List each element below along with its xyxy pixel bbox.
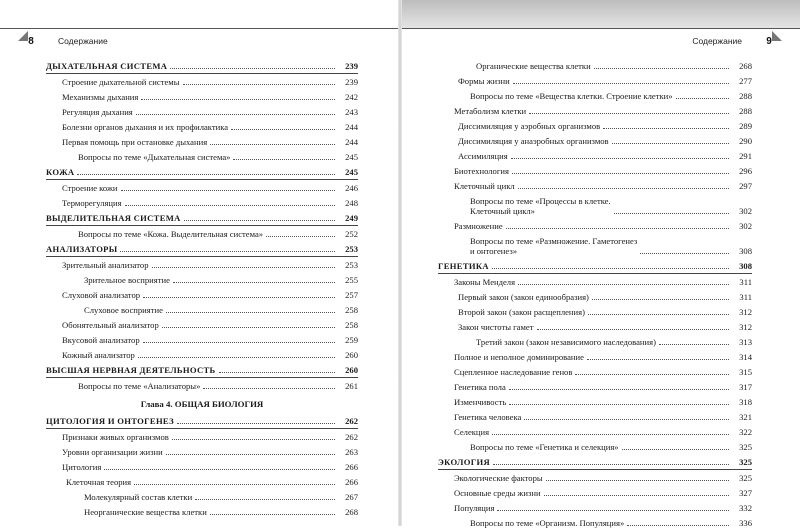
toc-leader-dots	[603, 127, 729, 129]
toc-entry-row	[438, 319, 752, 334]
toc-entry-title: ЦИТОЛОГИЯ И ОНТОГЕНЕЗ	[46, 416, 174, 426]
toc-page-number: 288	[739, 91, 752, 101]
toc-entry-title: Строение дыхательной системы	[62, 77, 180, 87]
toc-entry-title: КОЖА	[46, 167, 75, 177]
toc-entry-title: Основные среды жизни	[454, 488, 541, 498]
toc-entry-title: Сцепленное наследование генов	[454, 367, 573, 377]
toc-page-number: 244	[345, 122, 358, 132]
toc-entry-row	[438, 439, 752, 454]
toc-entry-row	[438, 364, 752, 379]
toc-entry-row	[46, 149, 358, 164]
toc-leader-dots	[492, 267, 729, 269]
toc-leader-dots	[588, 313, 729, 315]
left-toc	[46, 58, 358, 519]
toc-entry-row	[438, 470, 752, 485]
toc-entry-row	[46, 444, 358, 459]
toc-leader-dots	[152, 266, 335, 268]
toc-entry-title: Глава 4. ОБЩАЯ БИОЛОГИЯ	[140, 399, 264, 409]
toc-entry-title: Клеточная теория	[66, 477, 132, 487]
toc-entry-title-line: Вопросы по теме «Процессы в клетке.	[470, 196, 611, 206]
toc-entry-row	[46, 489, 358, 504]
toc-leader-dots	[509, 388, 729, 390]
toc-page-number: 332	[739, 503, 752, 513]
toc-entry-title: Обонятельный анализатор	[62, 320, 159, 330]
toc-leader-dots	[546, 479, 729, 481]
toc-entry-row	[438, 485, 752, 500]
toc-entry-row	[438, 148, 752, 163]
toc-page-number: 302	[739, 221, 752, 231]
toc-leader-dots	[640, 252, 729, 254]
toc-leader-dots	[183, 83, 335, 85]
toc-page-number: 268	[739, 61, 752, 71]
right-page-number	[758, 32, 780, 50]
toc-leader-dots	[143, 341, 335, 343]
toc-entry-title: Второй закон (закон расщепления)	[458, 307, 585, 317]
toc-entry-row	[438, 334, 752, 349]
toc-entry-title: Цитология	[62, 462, 102, 472]
toc-entry-title: Терморегуляция	[62, 198, 122, 208]
toc-entry-title	[470, 196, 611, 216]
toc-page-number: 245	[345, 167, 358, 177]
toc-entry-title: Изменчивость	[454, 397, 507, 407]
toc-page-number: 312	[739, 322, 752, 332]
toc-entry-row	[438, 218, 752, 233]
toc-entry-title: Вопросы по теме «Дыхательная система»	[78, 152, 231, 162]
toc-page-number: 308	[739, 246, 752, 256]
toc-entry-row	[438, 424, 752, 439]
toc-page-number: 263	[345, 447, 358, 457]
toc-entry-row	[46, 429, 358, 444]
left-page-number-text: 8	[28, 35, 34, 47]
toc-leader-dots	[143, 296, 335, 298]
toc-entry-row	[438, 103, 752, 118]
toc-leader-dots	[518, 187, 729, 189]
toc-page-number: 322	[739, 427, 752, 437]
toc-leader-dots	[104, 468, 335, 470]
toc-entry-title: Слуховой анализатор	[62, 290, 141, 300]
toc-page-number: 312	[739, 307, 752, 317]
toc-entry-title: Первый закон (закон единообразия)	[458, 292, 589, 302]
toc-entry-title-line: Вопросы по теме «Размножение. Гаметогенез	[470, 236, 638, 246]
toc-leader-dots	[120, 250, 335, 252]
toc-page-number: 243	[345, 107, 358, 117]
left-running-head: Содержание	[58, 36, 108, 46]
toc-entry-row	[438, 133, 752, 148]
toc-entry-row	[46, 257, 358, 272]
toc-leader-dots	[184, 219, 335, 221]
toc-section-row	[46, 362, 358, 378]
toc-entry-row	[46, 317, 358, 332]
toc-leader-dots	[511, 157, 729, 159]
toc-page-number: 327	[739, 488, 752, 498]
right-page	[400, 0, 800, 526]
toc-entry-row	[46, 332, 358, 347]
toc-leader-dots	[231, 128, 335, 130]
toc-entry-row	[46, 89, 358, 104]
toc-entry-title: Законы Менделя	[454, 277, 516, 287]
right-toc	[438, 58, 752, 530]
toc-entry-title: Вопросы по теме «Организм. Популяция»	[470, 518, 625, 528]
right-running-head: Содержание	[692, 36, 742, 46]
toc-leader-dots	[125, 204, 335, 206]
toc-leader-dots	[233, 158, 335, 160]
toc-leader-dots	[141, 98, 335, 100]
toc-entry-title: АНАЛИЗАТОРЫ	[46, 244, 118, 254]
toc-entry-title: Популяция	[454, 503, 495, 513]
corner-tab-icon	[772, 31, 782, 41]
toc-page-number: 311	[739, 292, 752, 302]
toc-entry-title: Диссимиляция у анаэробных организмов	[458, 136, 609, 146]
toc-page-number: 325	[739, 457, 752, 467]
toc-entry-title: Вопросы по теме «Кожа. Выделительная система»	[78, 229, 264, 239]
toc-entry-title: ЭКОЛОГИЯ	[438, 457, 490, 467]
toc-leader-dots	[676, 97, 729, 99]
toc-entry-row	[438, 73, 752, 88]
toc-page-number: 252	[345, 229, 358, 239]
toc-leader-dots	[134, 483, 335, 485]
toc-leader-dots	[492, 433, 729, 435]
toc-entry-row	[46, 378, 358, 393]
toc-leader-dots	[219, 371, 336, 373]
toc-page-number: 318	[739, 397, 752, 407]
toc-leader-dots	[622, 448, 729, 450]
toc-entry-row	[438, 379, 752, 394]
toc-entry-row	[438, 349, 752, 364]
toc-page-number: 258	[345, 320, 358, 330]
toc-page-number: 266	[345, 477, 358, 487]
toc-leader-dots	[524, 418, 729, 420]
toc-entry-title: Селекция	[454, 427, 490, 437]
toc-entry-title: Генетика человека	[454, 412, 522, 422]
toc-entry-row	[438, 88, 752, 103]
toc-leader-dots	[537, 328, 730, 330]
toc-section-row	[46, 241, 358, 257]
toc-entry-title: Регуляция дыхания	[62, 107, 133, 117]
toc-page-number: 336	[739, 518, 752, 528]
toc-page-number: 290	[739, 136, 752, 146]
toc-leader-dots	[506, 227, 729, 229]
toc-entry-row	[438, 178, 752, 193]
toc-entry-title: Зрительный анализатор	[62, 260, 149, 270]
toc-page-number: 259	[345, 335, 358, 345]
toc-entry-title: ДЫХАТЕЛЬНАЯ СИСТЕМА	[46, 61, 168, 71]
left-page	[0, 0, 400, 526]
toc-entry-row	[46, 226, 358, 241]
toc-entry-title: Неорганические вещества клетки	[84, 507, 207, 517]
toc-page-number: 260	[345, 365, 358, 375]
toc-entry-row	[46, 272, 358, 287]
toc-leader-dots	[166, 453, 335, 455]
toc-leader-dots	[210, 513, 335, 515]
toc-entry-title: Строение кожи	[62, 183, 118, 193]
toc-entry-row	[438, 233, 752, 258]
toc-entry-row	[438, 163, 752, 178]
toc-leader-dots	[162, 326, 335, 328]
toc-leader-dots	[170, 67, 335, 69]
toc-entry-title: Ассимиляция	[458, 151, 508, 161]
toc-section-row	[46, 210, 358, 226]
toc-entry-title: ГЕНЕТИКА	[438, 261, 489, 271]
toc-entry-row	[46, 347, 358, 362]
toc-entry-title: Признаки живых организмов	[62, 432, 169, 442]
toc-entry-title: Клеточный цикл	[454, 181, 515, 191]
toc-entry-title: Формы жизни	[458, 76, 510, 86]
toc-chapter-heading	[46, 393, 358, 413]
toc-entry-title: Генетика пола	[454, 382, 506, 392]
toc-entry-row	[438, 274, 752, 289]
toc-page-number: 257	[345, 290, 358, 300]
toc-entry-row	[438, 500, 752, 515]
toc-section-row	[46, 58, 358, 74]
toc-section-row	[438, 258, 752, 274]
toc-leader-dots	[121, 189, 335, 191]
toc-page-number: 249	[345, 213, 358, 223]
toc-leader-dots	[509, 403, 729, 405]
toc-leader-dots	[138, 356, 335, 358]
toc-page-number: 239	[345, 61, 358, 71]
toc-entry-title: Полное и неполное доминирование	[454, 352, 584, 362]
toc-leader-dots	[497, 509, 729, 511]
toc-entry-title: Закон чистоты гамет	[458, 322, 534, 332]
toc-leader-dots	[177, 422, 335, 424]
toc-page-number: 253	[345, 244, 358, 254]
toc-entry-row	[46, 287, 358, 302]
toc-leader-dots	[210, 143, 335, 145]
toc-entry-row	[438, 118, 752, 133]
toc-page-number: 244	[345, 137, 358, 147]
toc-leader-dots	[518, 283, 729, 285]
toc-page-number: 311	[739, 277, 752, 287]
toc-leader-dots	[173, 281, 335, 283]
toc-section-row	[46, 413, 358, 429]
toc-entry-title: Вопросы по теме «Вещества клетки. Строение клетки»	[470, 91, 673, 101]
toc-page-number: 246	[345, 183, 358, 193]
toc-page-number: 321	[739, 412, 752, 422]
toc-leader-dots	[612, 142, 729, 144]
toc-page-number: 308	[739, 261, 752, 271]
toc-entry-row	[46, 302, 358, 317]
toc-page-number: 262	[345, 432, 358, 442]
toc-entry-row	[438, 394, 752, 409]
toc-leader-dots	[659, 343, 729, 345]
toc-leader-dots	[544, 494, 729, 496]
toc-entry-row	[438, 409, 752, 424]
toc-page-number: 315	[739, 367, 752, 377]
toc-entry-title: Зрительное восприятие	[84, 275, 170, 285]
toc-page-number: 260	[345, 350, 358, 360]
toc-entry-title-line: и онтогенез»	[470, 246, 518, 256]
toc-leader-dots	[77, 173, 335, 175]
toc-entry-row	[46, 134, 358, 149]
toc-entry-title: Вопросы по теме «Анализаторы»	[78, 381, 201, 391]
toc-page-number: 296	[739, 166, 752, 176]
toc-entry-title: Молекулярный состав клетки	[84, 492, 193, 502]
toc-entry-row	[46, 74, 358, 89]
toc-page-number: 317	[739, 382, 752, 392]
toc-leader-dots	[592, 298, 729, 300]
toc-leader-dots	[166, 311, 335, 313]
toc-leader-dots	[512, 172, 729, 174]
toc-leader-dots	[513, 82, 729, 84]
toc-entry-title-line: Клеточный цикл»	[470, 206, 535, 216]
toc-page-number: 242	[345, 92, 358, 102]
toc-entry-row	[438, 289, 752, 304]
toc-page-number: 248	[345, 198, 358, 208]
toc-entry-row	[46, 474, 358, 489]
toc-entry-row	[438, 304, 752, 319]
toc-leader-dots	[575, 373, 729, 375]
toc-page-number: 313	[739, 337, 752, 347]
toc-page-number: 325	[739, 473, 752, 483]
toc-entry-row	[438, 193, 752, 218]
toc-leader-dots	[172, 438, 335, 440]
right-page-number-text: 9	[766, 35, 772, 47]
toc-entry-title: Размножение	[454, 221, 503, 231]
toc-page-number: 266	[345, 462, 358, 472]
toc-page-number: 314	[739, 352, 752, 362]
toc-entry-title: ВЫДЕЛИТЕЛЬНАЯ СИСТЕМА	[46, 213, 181, 223]
toc-page-number: 239	[345, 77, 358, 87]
toc-section-row	[46, 164, 358, 180]
toc-entry-row	[46, 119, 358, 134]
toc-entry-title: Уровни организации жизни	[62, 447, 163, 457]
toc-leader-dots	[614, 212, 729, 214]
toc-page-number: 245	[345, 152, 358, 162]
toc-leader-dots	[266, 235, 335, 237]
toc-entry-title: Первая помощь при остановке дыхания	[62, 137, 208, 147]
left-header-bar	[0, 0, 400, 29]
toc-page-number: 302	[739, 206, 752, 216]
toc-entry-title: Биотехнология	[454, 166, 509, 176]
toc-entry-title: Механизмы дыхания	[62, 92, 139, 102]
toc-entry-row	[46, 195, 358, 210]
toc-entry-title: Кожный анализатор	[62, 350, 135, 360]
toc-page-number: 255	[345, 275, 358, 285]
toc-page-number: 277	[739, 76, 752, 86]
toc-page-number: 288	[739, 106, 752, 116]
toc-entry-row	[438, 58, 752, 73]
toc-leader-dots	[195, 498, 335, 500]
left-page-number	[20, 32, 42, 50]
book-spine	[398, 0, 402, 526]
toc-leader-dots	[587, 358, 729, 360]
toc-page-number: 297	[739, 181, 752, 191]
toc-entry-row	[46, 104, 358, 119]
toc-leader-dots	[493, 463, 729, 465]
toc-page-number: 258	[345, 305, 358, 315]
toc-page-number: 291	[739, 151, 752, 161]
toc-entry-title: Вопросы по теме «Генетика и селекция»	[470, 442, 619, 452]
toc-leader-dots	[136, 113, 335, 115]
toc-entry-title	[470, 236, 637, 256]
toc-page-number: 289	[739, 121, 752, 131]
toc-entry-row	[46, 180, 358, 195]
toc-page-number: 268	[345, 507, 358, 517]
toc-page-number: 261	[345, 381, 358, 391]
toc-entry-title: Экологические факторы	[454, 473, 543, 483]
corner-tab-icon	[18, 31, 28, 41]
toc-entry-title: Болезни органов дыхания и их профилактика	[62, 122, 229, 132]
toc-entry-title: Диссимиляция у аэробных организмов	[458, 121, 601, 131]
toc-entry-title: Слуховое восприятие	[84, 305, 163, 315]
toc-entry-row	[438, 515, 752, 530]
toc-entry-title: Третий закон (закон независимого наследования)	[476, 337, 656, 347]
right-header-bar	[400, 0, 800, 29]
toc-entry-title: ВЫСШАЯ НЕРВНАЯ ДЕЯТЕЛЬНОСТЬ	[46, 365, 216, 375]
toc-entry-row	[46, 459, 358, 474]
toc-entry-title: Метаболизм клетки	[454, 106, 527, 116]
toc-page-number: 253	[345, 260, 358, 270]
toc-leader-dots	[203, 387, 335, 389]
toc-page-number: 325	[739, 442, 752, 452]
toc-entry-title: Органические вещества клетки	[476, 61, 591, 71]
toc-entry-row	[46, 504, 358, 519]
toc-page-number: 267	[345, 492, 358, 502]
toc-entry-title: Вкусовой анализатор	[62, 335, 140, 345]
toc-page-number: 262	[345, 416, 358, 426]
toc-leader-dots	[529, 112, 729, 114]
toc-section-row	[438, 454, 752, 470]
toc-leader-dots	[594, 67, 729, 69]
